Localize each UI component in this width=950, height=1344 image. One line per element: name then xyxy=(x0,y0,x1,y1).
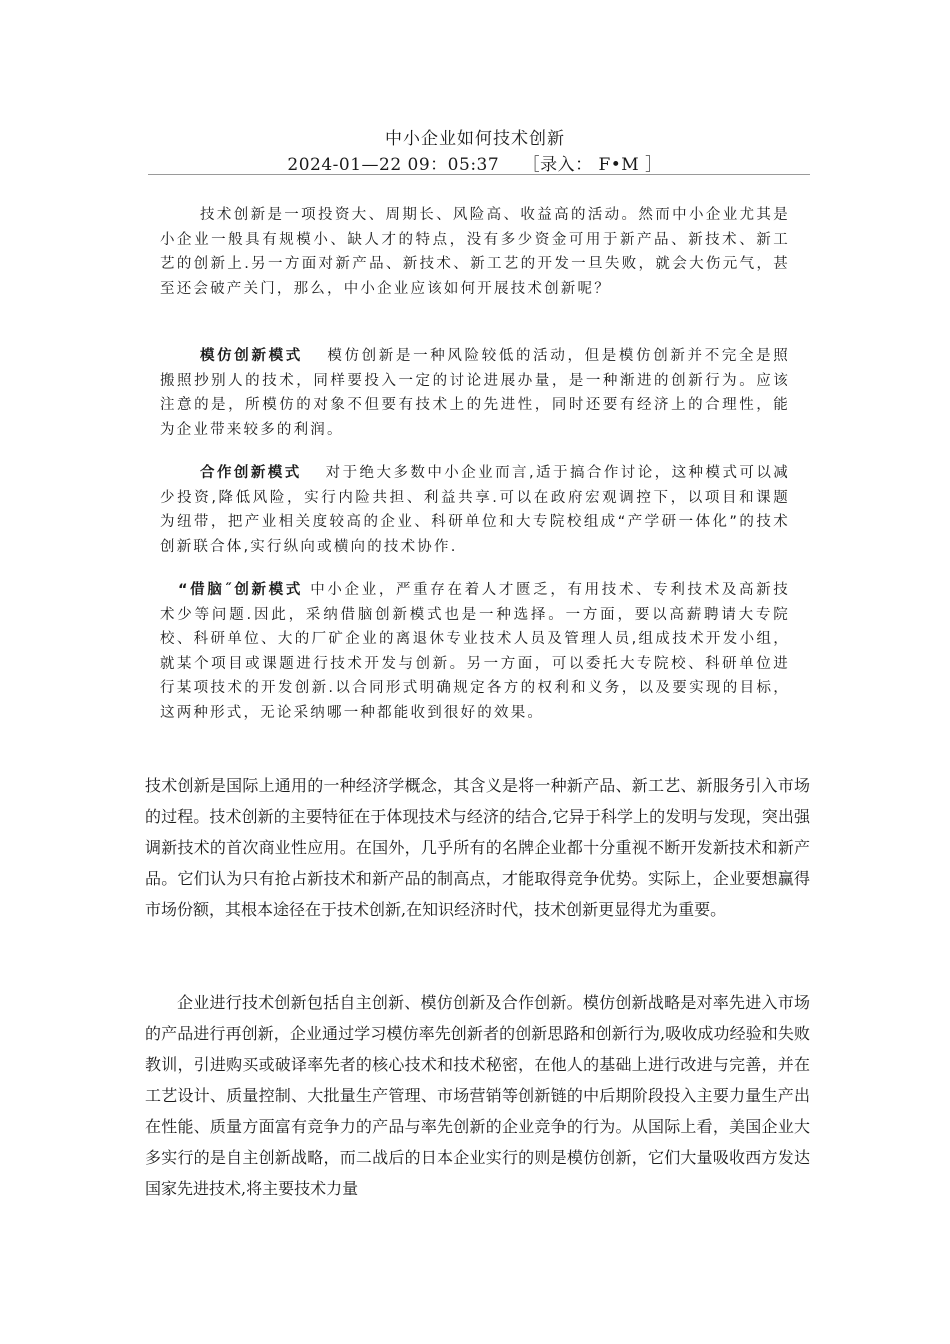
header-divider xyxy=(148,174,810,175)
body-section xyxy=(145,770,810,925)
mode-heading: 模仿创新模式 xyxy=(200,348,303,364)
mode-text: 对于绝大多数中小企业而言,适于搞合作讨论，这种模式可以减少投资,降低风险，实行内险共担、利益共享.可以在政府宏观调控下，以项目和课题为纽带，把产业相关度较高的企业、科研单位和大专院校组成“产学研一体化”的技术创新联合体,实行纵向或横向的技术协作. xyxy=(160,465,790,555)
publish-meta: 2024-01—22 09：05:37 ［录入： F•M ］ xyxy=(287,155,663,175)
mode-text: 模仿创新是一种风险较低的活动，但是模仿创新并不完全是照搬照抄别人的技术，同样要投入一定的讨论进展办量，是一种渐进的创新行为。应该注意的是，所模仿的对象不但要有技术上的先进性，同时还要有经济上的合理性，能为企业带来较多的利润。 xyxy=(160,348,790,438)
mode-heading: “借脑˝创新模式 xyxy=(178,582,303,598)
mode-section xyxy=(160,578,790,725)
mode-paragraph xyxy=(160,578,790,725)
body-paragraph: 企业进行技术创新包括自主创新、模仿创新及合作创新。模仿创新战略是对率先进入市场的产品进行再创新，企业通过学习模仿率先创新者的创新思路和创新行为,吸收成功经验和失败教训，引进购买或破译率先者的核心技术和技术秘密，在他人的基础上进行改进与完善，并在工艺设计、质量控制、大批量生产管理、市场营销等创新链的中后期阶段投入主要力量生产出在性能、质量方面富有竞争力的产品与率先创新的企业竞争的行为。从国际上看，美国企业大多实行的是自主创新战略，而二战后的日本企业实行的则是模仿创新，它们大量吸收西方发达国家先进技术,将主要技术力量 xyxy=(145,993,810,1198)
mode-section xyxy=(160,344,790,442)
body-section xyxy=(145,987,810,1204)
mode-section xyxy=(160,461,790,559)
body-paragraph: 技术创新是国际上通用的一种经济学概念，其含义是将一种新产品、新工艺、新服务引入市场的过程。技术创新的主要特征在于体现技术与经济的结合,它异于科学上的发明与发现，突出强调新技术的首次商业性应用。在国外，几乎所有的名牌企业都十分重视不断开发新技术和新产品。它们认为只有抢占新技术和新产品的制高点，才能取得竞争优势。实际上，企业要想赢得市场份额，其根本途径在于技术创新,在知识经济时代，技术创新更显得尤为重要。 xyxy=(145,776,810,919)
page-title: 中小企业如何技术创新 xyxy=(385,129,565,149)
intro-block xyxy=(160,203,790,301)
mode-heading: 合作创新模式 xyxy=(200,465,302,481)
intro-paragraph: 技术创新是一项投资大、周期长、风险高、收益高的活动。然而中小企业尤其是小企业一般具有规模小、缺人才的特点，没有多少资金可用于新产品、新技术、新工艺的创新上.另一方面对新产品、新技术、新工艺的开发一旦失败，就会大伤元气，甚至还会破产关门，那么，中小企业应该如何开展技术创新呢？ xyxy=(160,207,790,297)
mode-paragraph xyxy=(160,344,790,442)
mode-text: 中小企业，严重存在着人才匮乏，有用技术、专利技术及高新技术少等问题.因此，采纳借脑创新模式也是一种选择。一方面，要以高薪聘请大专院校、科研单位、大的厂矿企业的离退休专业技术人员及管理人员,组成技术开发小组，就某个项目或课题进行技术开发与创新。另一方面，可以委托大专院校、科研单位进行某项技术的开发创新.以合同形式明确规定各方的权利和义务，以及要实现的目标，这两种形式，无论采纳哪一种都能收到很好的效果。 xyxy=(160,582,790,721)
mode-paragraph xyxy=(160,461,790,559)
